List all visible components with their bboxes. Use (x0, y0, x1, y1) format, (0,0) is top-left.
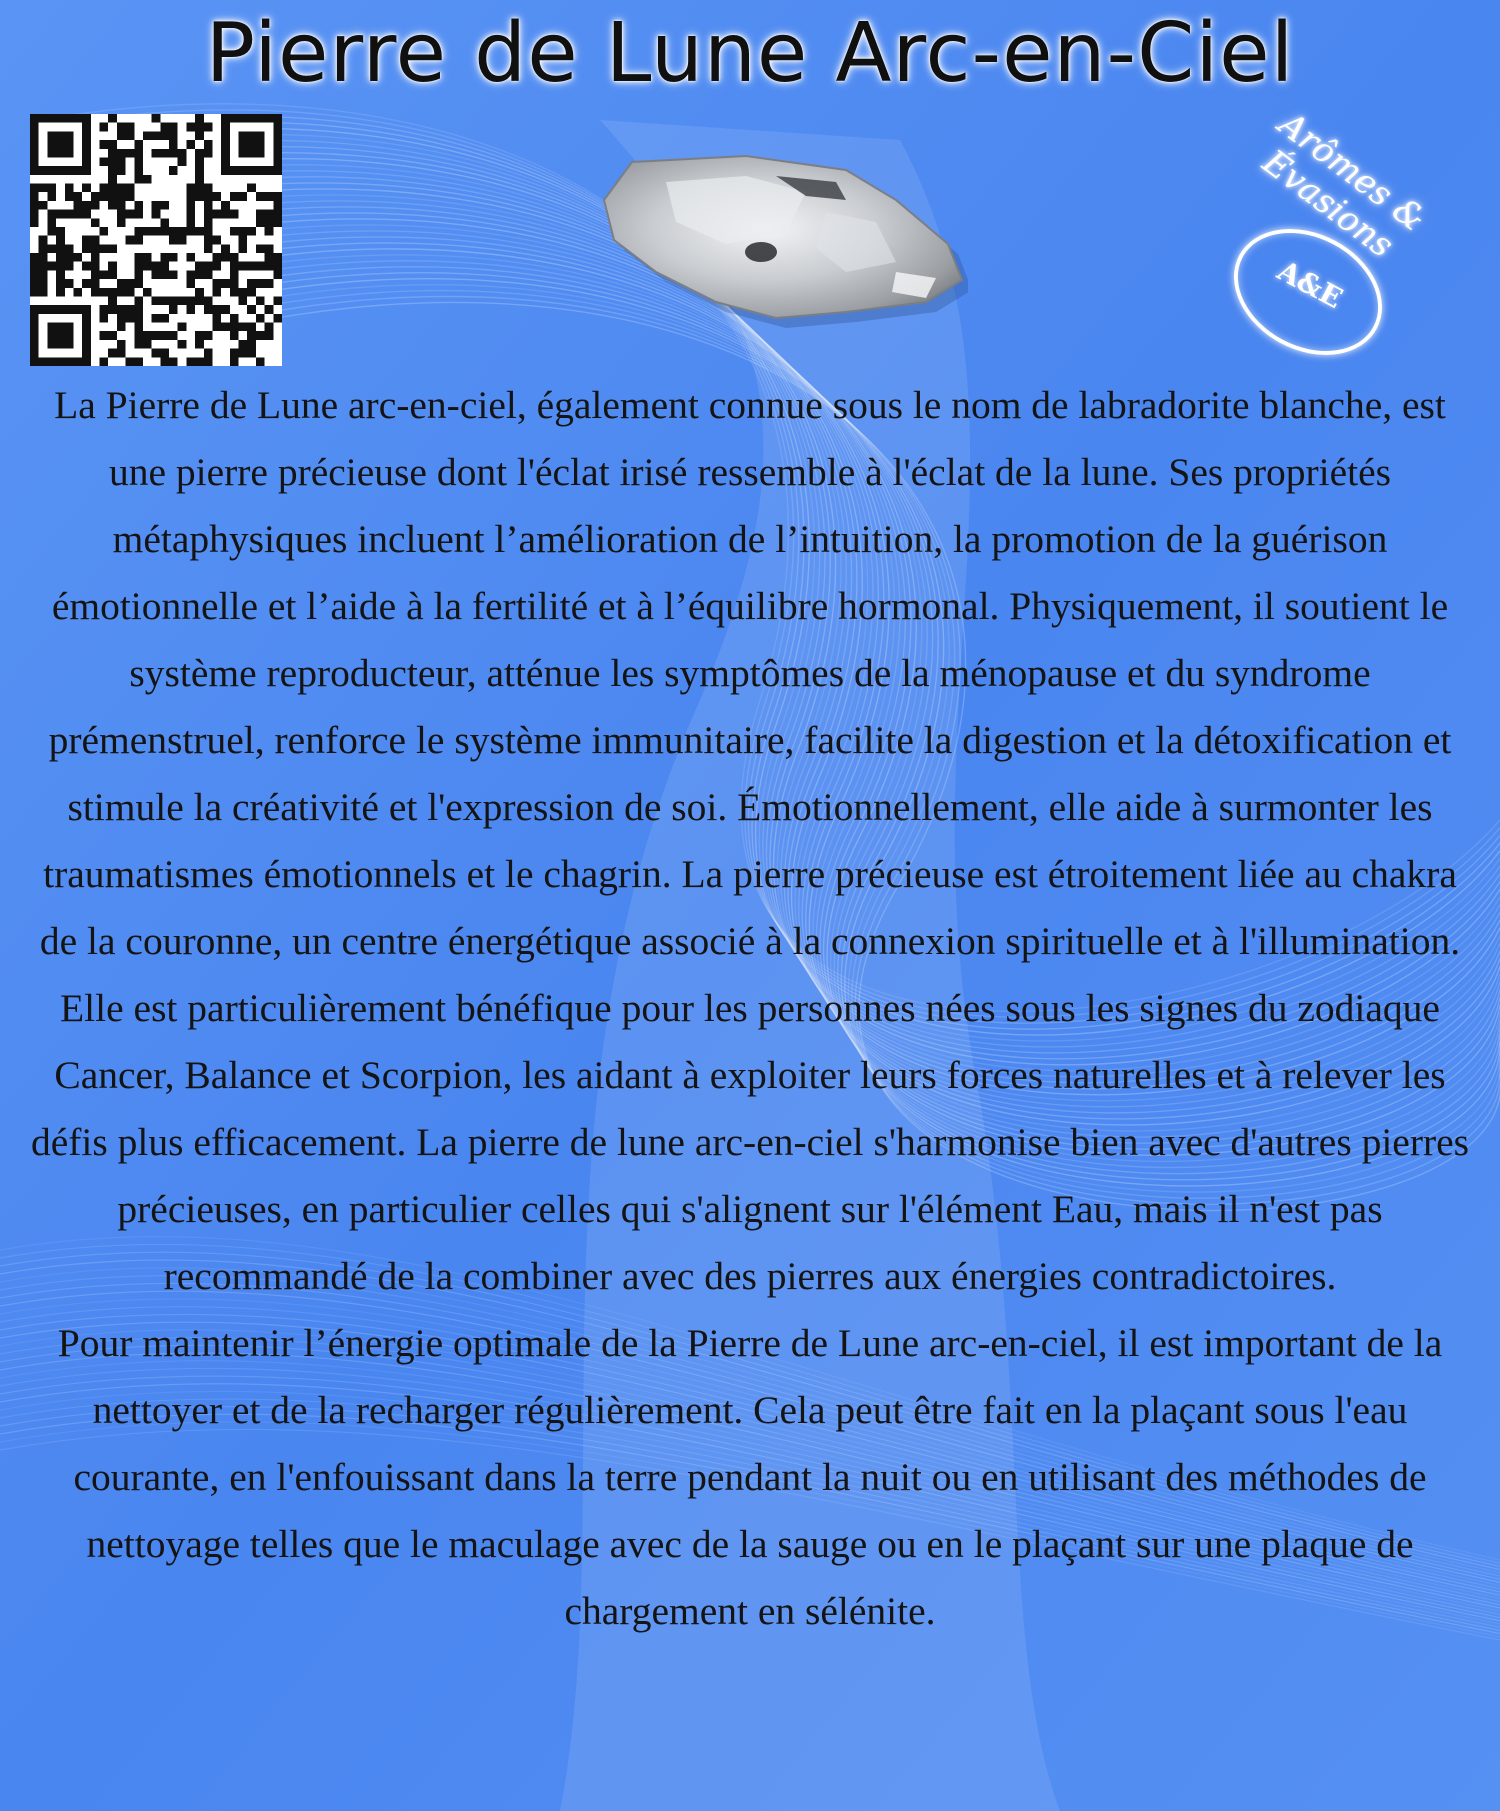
description-paragraph-2: Pour maintenir l’énergie optimale de la Pierre de Lune arc-en-ciel, il est important de la nettoyer et de la recharger régulièrement. Cela peut être fait en la plaçant sous l'eau courante, en l'enfouissant dans la terre pendant la nuit ou en utilisant des méthodes de nettoyage telles que le maculage avec de la sauge ou en le plaçant sur une plaque de chargement en sélénite. (57, 1321, 1443, 1633)
logo-monogram: A&E (1272, 253, 1348, 316)
brand-name: Arômes & Évasions (1255, 104, 1433, 266)
description (26, 372, 1474, 1645)
description-paragraph-1: La Pierre de Lune arc-en-ciel, également connue sous le nom de labradorite blanche, est une pierre précieuse dont l'éclat irisé ressemble à l'éclat de la lune. Ses propriétés métaphysiques incluent l’amélioration de l’intuition, la promotion de la guérison émotionnelle et l’aide à la fertilité et à l’équilibre hormonal. Physiquement, il soutient le système reproducteur, atténue les symptômes de la ménopause et du syndrome prémenstruel, renforce le système immunitaire, facilite la digestion et la détoxification et stimule la créativité et l'expression de soi. Émotionnellement, elle aide à surmonter les traumatismes émotionnels et le chagrin. La pierre précieuse est étroitement liée au chakra de la couronne, un centre énergétique associé à la connexion spirituelle et à l'illumination. Elle est particulièrement bénéfique pour les personnes nées sous les signes du zodiaque Cancer, Balance et Scorpion, les aidant à exploiter leurs forces naturelles et à relever les défis plus efficacement. La pierre de lune arc-en-ciel s'harmonise bien avec d'autres pierres précieuses, en particulier celles qui s'alignent sur l'élément Eau, mais il n'est pas recommandé de la combiner avec des pierres aux énergies contradictoires. (30, 383, 1470, 1298)
qr-code[interactable] (30, 114, 282, 366)
brand-logo (1180, 104, 1500, 348)
page-title: Pierre de Lune Arc-en-Ciel (205, 6, 1295, 101)
moonstone-image (596, 152, 968, 334)
